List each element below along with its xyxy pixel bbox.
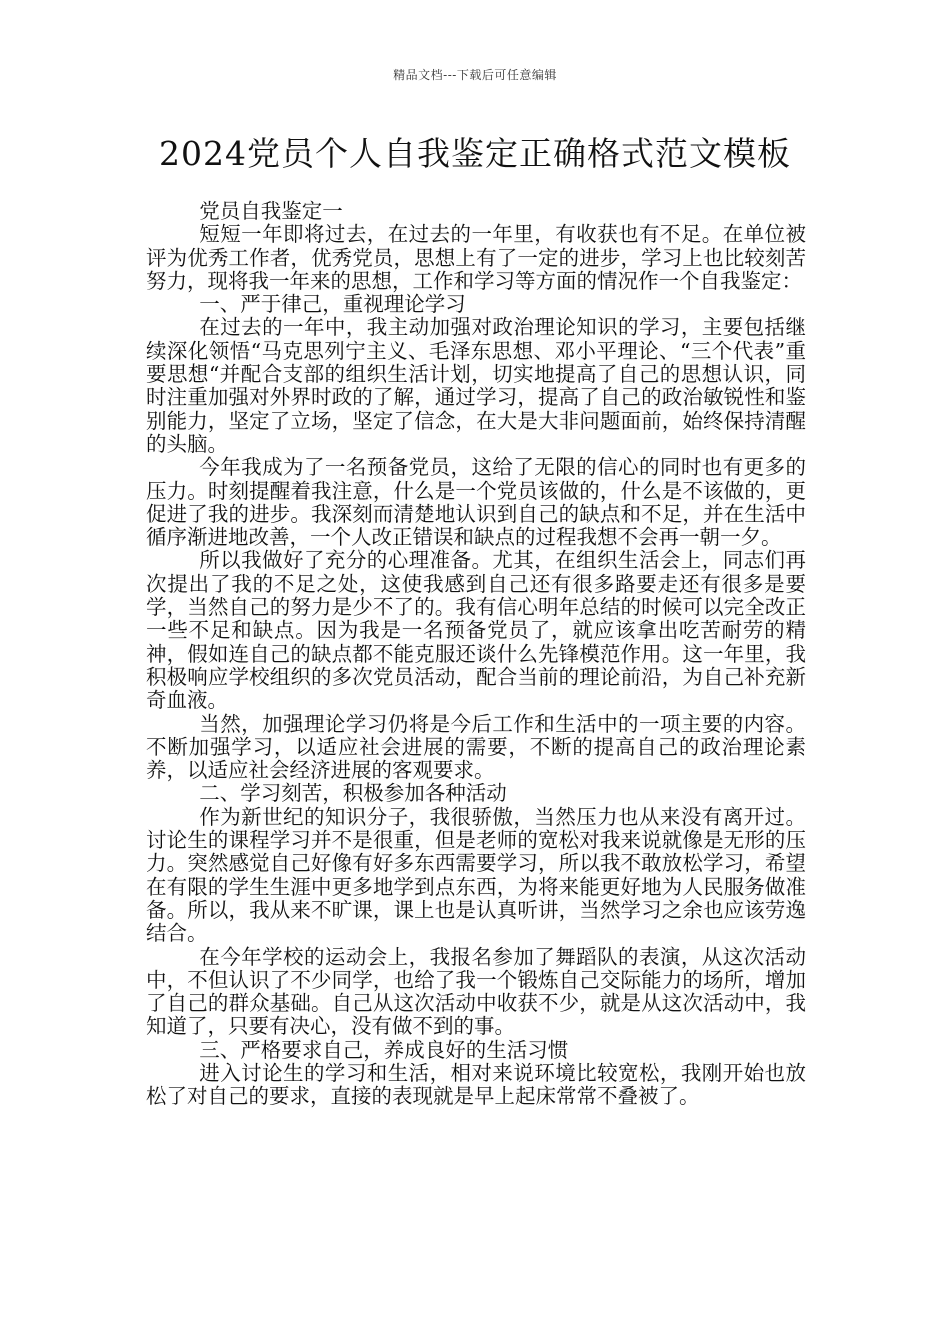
subsection-heading: 一、严于律己，重视理论学习 xyxy=(199,292,466,317)
paragraph: 在今年学校的运动会上，我报名参加了舞蹈队的表演，从这次活动中，不但认识了不少同学，也给了我一个锻炼自己交际能力的场所，增加了自己的群众基础。自己从这次活动中收获不少，就是从这次活动中，我知道了，只要有决心，没有做不到的事。 xyxy=(146,944,806,1039)
document-title: 2024党员个人自我鉴定正确格式范文模板 xyxy=(159,134,791,173)
subsection-heading: 二、学习刻苦，积极参加各种活动 xyxy=(199,781,507,806)
paragraph: 作为新世纪的知识分子，我很骄傲，当然压力也从来没有离开过。讨论生的课程学习并不是很重，但是老师的宽松对我来说就像是无形的压力。突然感觉自己好像有好多东西需要学习，所以我不敢放松学习，希望在有限的学生生涯中更多地学到点东西，为将来能更好地为人民服务做准备。所以，我从来不旷课，课上也是认真听讲，当然学习之余也应该劳逸结合。 xyxy=(146,804,806,946)
subsection-heading: 三、严格要求自己，养成良好的生活习惯 xyxy=(199,1037,569,1062)
paragraph: 在过去的一年中，我主动加强对政治理论知识的学习，主要包括继续深化领悟“马克思列宁主义、毛泽东思想、邓小平理论、“三个代表”重要思想“并配合支部的组织生活计划，切实地提高了自己的思想认识，同时注重加强对外界时政的了解，通过学习，提高了自己的政治敏锐性和鉴别能力，坚定了立场，坚定了信念，在大是大非问题面前，始终保持清醒的头脑。 xyxy=(146,315,806,456)
paragraph: 今年我成为了一名预备党员，这给了无限的信心的同时也有更多的压力。时刻提醒着我注意，什么是一个党员该做的，什么是不该做的，更促进了我的进步。我深刻而清楚地认识到自己的缺点和不足，并在生活中循序渐进地改善，一个人改正错误和缺点的过程我想不会再一朝一夕。 xyxy=(146,455,806,550)
document-body xyxy=(146,200,806,1109)
paragraph: 进入讨论生的学习和生活，相对来说环境比较宽松，我刚开始也放松了对自己的要求，直接的表现就是早上起床常常不叠被了。 xyxy=(146,1060,806,1109)
paragraph: 当然，加强理论学习仍将是今后工作和生活中的一项主要的内容。不断加强学习，以适应社会进展的需要，不断的提高自己的政治理论素养，以适应社会经济进展的客观要求。 xyxy=(146,711,806,783)
section-heading: 党员自我鉴定一 xyxy=(199,199,343,223)
paragraph: 所以我做好了充分的心理准备。尤其，在组织生活会上，同志们再次提出了我的不足之处，这使我感到自己还有很多路要走还有很多是要学，当然自己的努力是少不了的。我有信心明年总结的时候可以完全改正一些不足和缺点。因为我是一名预备党员了，就应该拿出吃苦耐劳的精神，假如连自己的缺点都不能克服还谈什么先锋模范作用。这一年里，我积极响应学校组织的多次党员活动，配合当前的理论前沿，为自己补充新奇血液。 xyxy=(146,548,806,713)
paragraph: 短短一年即将过去，在过去的一年里，有收获也有不足。在单位被评为优秀工作者，优秀党员，思想上有了一定的进步，学习上也比较刻苦努力，现将我一年来的思想，工作和学习等方面的情况作一个自我鉴定： xyxy=(146,222,806,293)
header-note: 精品文档---下载后可任意编辑 xyxy=(393,68,557,82)
